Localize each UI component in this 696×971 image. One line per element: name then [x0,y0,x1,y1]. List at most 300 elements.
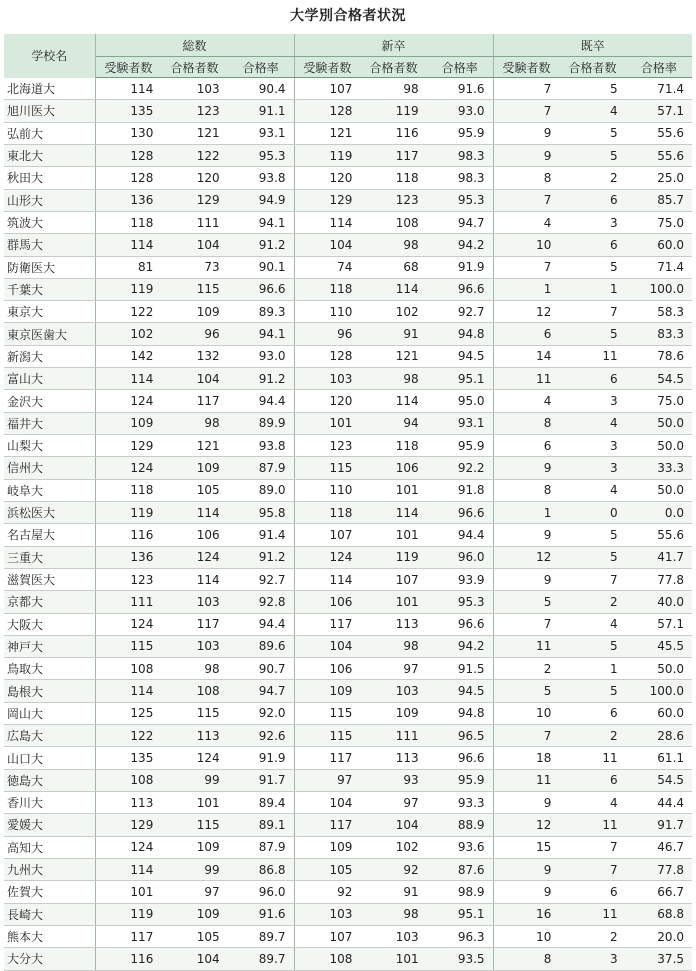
past-pass-rate-cell: 60.0 [626,702,692,724]
school-name-cell: 山口大 [4,747,95,769]
new-examinees-cell: 110 [294,479,360,501]
total-passers-cell: 114 [161,501,227,523]
table-row [4,725,692,747]
total-passers-cell: 115 [161,278,227,300]
new-passers-cell: 104 [360,814,426,836]
new-pass-rate-cell: 94.4 [427,524,493,546]
past-passers-cell: 5 [559,635,625,657]
new-passers-cell: 101 [360,948,426,970]
new-examinees-cell: 106 [294,658,360,680]
new-pass-rate-cell: 95.1 [427,368,493,390]
total-pass-rate-cell: 87.9 [228,836,294,858]
total-passers-cell: 106 [161,524,227,546]
table-row [4,881,692,903]
total-examinees-cell: 124 [95,457,161,479]
school-name-cell: 北海道大 [4,78,95,100]
past-examinees-cell: 10 [493,234,559,256]
past-pass-rate-cell: 45.5 [626,635,692,657]
new-pass-rate-cell: 94.7 [427,211,493,233]
total-pass-rate-cell: 95.3 [228,144,294,166]
new-pass-rate-cell: 94.5 [427,680,493,702]
new-pass-rate-cell: 95.9 [427,435,493,457]
school-name-cell: 防衛医大 [4,256,95,278]
table-row [4,78,692,100]
new-pass-rate-cell: 96.5 [427,725,493,747]
school-name-cell: 九州大 [4,858,95,880]
total-examinees-cell: 116 [95,948,161,970]
past-pass-rate-cell: 37.5 [626,948,692,970]
total-passers-cell: 120 [161,167,227,189]
school-name-cell: 愛媛大 [4,814,95,836]
total-passers-cell: 104 [161,234,227,256]
new-passers-cell: 102 [360,836,426,858]
past-examinees-cell: 11 [493,769,559,791]
new-passers-cell: 123 [360,189,426,211]
new-examinees-cell: 118 [294,278,360,300]
past-pass-rate-cell: 50.0 [626,479,692,501]
new-pass-rate-cell: 91.6 [427,78,493,100]
new-pass-rate-cell: 94.8 [427,702,493,724]
past-pass-rate-cell: 41.7 [626,546,692,568]
total-passers-cell: 96 [161,323,227,345]
past-examinees-cell: 14 [493,345,559,367]
past-pass-rate-cell: 85.7 [626,189,692,211]
school-name-cell: 信州大 [4,457,95,479]
past-passers-cell: 3 [559,948,625,970]
total-passers-cell: 105 [161,925,227,947]
total-examinees-cell: 108 [95,658,161,680]
past-examinees-cell: 9 [493,881,559,903]
new-pass-rate-cell: 94.2 [427,234,493,256]
new-examinees-cell: 124 [294,546,360,568]
total-pass-rate-cell: 92.7 [228,568,294,590]
total-pass-rate-cell: 89.7 [228,925,294,947]
total-examinees-cell: 129 [95,814,161,836]
new-pass-rate-cell: 92.7 [427,301,493,323]
sub-header-examinees: 受験者数 [95,57,161,78]
new-examinees-cell: 117 [294,613,360,635]
new-examinees-cell: 114 [294,211,360,233]
school-name-cell: 熊本大 [4,925,95,947]
total-examinees-cell: 123 [95,568,161,590]
total-passers-cell: 109 [161,836,227,858]
past-examinees-cell: 12 [493,546,559,568]
past-passers-cell: 5 [559,78,625,100]
total-examinees-cell: 135 [95,100,161,122]
past-examinees-cell: 8 [493,412,559,434]
total-passers-cell: 111 [161,211,227,233]
total-passers-cell: 103 [161,635,227,657]
new-passers-cell: 116 [360,122,426,144]
past-pass-rate-cell: 58.3 [626,301,692,323]
new-passers-cell: 117 [360,144,426,166]
school-name-cell: 香川大 [4,792,95,814]
total-examinees-cell: 142 [95,345,161,367]
past-examinees-cell: 9 [493,568,559,590]
new-examinees-cell: 106 [294,591,360,613]
past-passers-cell: 4 [559,100,625,122]
table-row [4,702,692,724]
new-examinees-cell: 128 [294,345,360,367]
header-row-subs [4,57,692,78]
total-pass-rate-cell: 90.1 [228,256,294,278]
new-passers-cell: 114 [360,278,426,300]
total-examinees-cell: 128 [95,144,161,166]
school-name-cell: 富山大 [4,368,95,390]
total-pass-rate-cell: 89.4 [228,792,294,814]
total-examinees-cell: 118 [95,211,161,233]
new-passers-cell: 68 [360,256,426,278]
past-passers-cell: 6 [559,234,625,256]
school-name-cell: 千葉大 [4,278,95,300]
past-examinees-cell: 4 [493,211,559,233]
school-name-cell: 金沢大 [4,390,95,412]
total-pass-rate-cell: 91.6 [228,903,294,925]
table-row [4,680,692,702]
new-examinees-cell: 114 [294,568,360,590]
past-passers-cell: 4 [559,479,625,501]
past-passers-cell: 11 [559,903,625,925]
new-passers-cell: 103 [360,925,426,947]
total-pass-rate-cell: 91.2 [228,368,294,390]
past-pass-rate-cell: 54.5 [626,769,692,791]
past-examinees-cell: 9 [493,524,559,546]
table-row [4,903,692,925]
past-pass-rate-cell: 55.6 [626,524,692,546]
new-passers-cell: 106 [360,457,426,479]
new-passers-cell: 94 [360,412,426,434]
past-passers-cell: 1 [559,278,625,300]
new-examinees-cell: 108 [294,948,360,970]
new-examinees-cell: 107 [294,925,360,947]
past-pass-rate-cell: 66.7 [626,881,692,903]
total-pass-rate-cell: 89.0 [228,479,294,501]
total-examinees-cell: 128 [95,167,161,189]
table-row [4,568,692,590]
new-passers-cell: 102 [360,301,426,323]
new-pass-rate-cell: 98.3 [427,144,493,166]
total-passers-cell: 105 [161,479,227,501]
past-examinees-cell: 7 [493,78,559,100]
total-passers-cell: 121 [161,122,227,144]
sub-header-passers: 合格者数 [360,57,426,78]
total-examinees-cell: 114 [95,234,161,256]
past-passers-cell: 6 [559,769,625,791]
total-examinees-cell: 119 [95,278,161,300]
new-examinees-cell: 117 [294,814,360,836]
total-examinees-cell: 81 [95,256,161,278]
past-passers-cell: 5 [559,680,625,702]
new-pass-rate-cell: 87.6 [427,858,493,880]
past-pass-rate-cell: 77.8 [626,858,692,880]
total-pass-rate-cell: 94.4 [228,613,294,635]
new-pass-rate-cell: 96.3 [427,925,493,947]
past-passers-cell: 7 [559,836,625,858]
total-examinees-cell: 129 [95,435,161,457]
new-pass-rate-cell: 95.0 [427,390,493,412]
table-row [4,792,692,814]
total-pass-rate-cell: 93.8 [228,167,294,189]
new-passers-cell: 98 [360,234,426,256]
past-pass-rate-cell: 100.0 [626,278,692,300]
past-pass-rate-cell: 83.3 [626,323,692,345]
table-row [4,278,692,300]
school-name-cell: 群馬大 [4,234,95,256]
past-examinees-cell: 1 [493,278,559,300]
table-row [4,501,692,523]
past-examinees-cell: 9 [493,144,559,166]
total-pass-rate-cell: 96.6 [228,278,294,300]
school-name-cell: 東京医歯大 [4,323,95,345]
new-examinees-cell: 104 [294,234,360,256]
total-pass-rate-cell: 94.7 [228,680,294,702]
new-pass-rate-cell: 96.6 [427,278,493,300]
new-examinees-cell: 123 [294,435,360,457]
new-examinees-cell: 115 [294,702,360,724]
new-passers-cell: 114 [360,390,426,412]
total-passers-cell: 124 [161,747,227,769]
new-pass-rate-cell: 93.3 [427,792,493,814]
school-name-cell: 旭川医大 [4,100,95,122]
total-pass-rate-cell: 89.3 [228,301,294,323]
total-passers-cell: 113 [161,725,227,747]
past-examinees-cell: 10 [493,702,559,724]
past-passers-cell: 1 [559,658,625,680]
new-examinees-cell: 120 [294,390,360,412]
total-examinees-cell: 122 [95,725,161,747]
school-name-cell: 新潟大 [4,345,95,367]
new-examinees-cell: 129 [294,189,360,211]
total-passers-cell: 115 [161,702,227,724]
new-pass-rate-cell: 98.9 [427,881,493,903]
total-passers-cell: 98 [161,412,227,434]
total-passers-cell: 117 [161,390,227,412]
new-passers-cell: 91 [360,881,426,903]
new-passers-cell: 118 [360,167,426,189]
past-examinees-cell: 7 [493,100,559,122]
new-examinees-cell: 117 [294,747,360,769]
new-examinees-cell: 107 [294,78,360,100]
sub-header-pass-rate: 合格率 [427,57,493,78]
header-row-groups [4,34,692,57]
past-passers-cell: 7 [559,858,625,880]
table-row [4,457,692,479]
total-passers-cell: 109 [161,903,227,925]
total-examinees-cell: 119 [95,501,161,523]
past-passers-cell: 6 [559,702,625,724]
total-pass-rate-cell: 89.7 [228,948,294,970]
total-pass-rate-cell: 94.9 [228,189,294,211]
past-pass-rate-cell: 57.1 [626,613,692,635]
total-pass-rate-cell: 95.8 [228,501,294,523]
past-examinees-cell: 8 [493,479,559,501]
past-passers-cell: 11 [559,747,625,769]
total-examinees-cell: 102 [95,323,161,345]
total-pass-rate-cell: 90.4 [228,78,294,100]
past-passers-cell: 11 [559,345,625,367]
school-name-cell: 滋賀医大 [4,568,95,590]
past-passers-cell: 4 [559,613,625,635]
past-examinees-cell: 15 [493,836,559,858]
total-pass-rate-cell: 92.6 [228,725,294,747]
new-pass-rate-cell: 95.3 [427,189,493,211]
new-pass-rate-cell: 93.0 [427,100,493,122]
past-pass-rate-cell: 25.0 [626,167,692,189]
new-passers-cell: 107 [360,568,426,590]
past-passers-cell: 0 [559,501,625,523]
total-pass-rate-cell: 86.8 [228,858,294,880]
total-examinees-cell: 101 [95,881,161,903]
table-row [4,412,692,434]
new-examinees-cell: 120 [294,167,360,189]
past-examinees-cell: 12 [493,814,559,836]
total-pass-rate-cell: 92.8 [228,591,294,613]
past-pass-rate-cell: 50.0 [626,435,692,457]
past-passers-cell: 2 [559,167,625,189]
total-examinees-cell: 109 [95,412,161,434]
total-pass-rate-cell: 91.4 [228,524,294,546]
past-examinees-cell: 2 [493,658,559,680]
new-passers-cell: 98 [360,368,426,390]
new-passers-cell: 93 [360,769,426,791]
new-passers-cell: 119 [360,100,426,122]
past-pass-rate-cell: 91.7 [626,814,692,836]
past-passers-cell: 6 [559,368,625,390]
past-examinees-cell: 5 [493,680,559,702]
total-examinees-cell: 130 [95,122,161,144]
table-row [4,122,692,144]
school-name-cell: 東京大 [4,301,95,323]
new-passers-cell: 97 [360,658,426,680]
past-examinees-cell: 11 [493,635,559,657]
past-pass-rate-cell: 100.0 [626,680,692,702]
total-passers-cell: 101 [161,792,227,814]
past-passers-cell: 3 [559,211,625,233]
past-examinees-cell: 7 [493,189,559,211]
table-row [4,479,692,501]
total-passers-cell: 123 [161,100,227,122]
total-passers-cell: 97 [161,881,227,903]
table-row [4,189,692,211]
new-pass-rate-cell: 95.3 [427,591,493,613]
total-examinees-cell: 108 [95,769,161,791]
new-examinees-cell: 97 [294,769,360,791]
new-passers-cell: 92 [360,858,426,880]
new-pass-rate-cell: 96.6 [427,613,493,635]
new-pass-rate-cell: 93.9 [427,568,493,590]
past-pass-rate-cell: 77.8 [626,568,692,590]
past-pass-rate-cell: 57.1 [626,100,692,122]
past-pass-rate-cell: 75.0 [626,390,692,412]
past-pass-rate-cell: 61.1 [626,747,692,769]
table-row [4,234,692,256]
past-passers-cell: 11 [559,814,625,836]
past-passers-cell: 2 [559,925,625,947]
total-passers-cell: 109 [161,457,227,479]
new-examinees-cell: 109 [294,680,360,702]
new-examinees-cell: 104 [294,635,360,657]
past-pass-rate-cell: 71.4 [626,256,692,278]
new-passers-cell: 108 [360,211,426,233]
school-name-cell: 大阪大 [4,613,95,635]
past-pass-rate-cell: 60.0 [626,234,692,256]
table-row [4,858,692,880]
table-row [4,301,692,323]
total-examinees-cell: 135 [95,747,161,769]
total-passers-cell: 103 [161,591,227,613]
table-row [4,390,692,412]
past-pass-rate-cell: 50.0 [626,412,692,434]
past-passers-cell: 2 [559,725,625,747]
total-examinees-cell: 136 [95,546,161,568]
total-passers-cell: 104 [161,948,227,970]
past-pass-rate-cell: 55.6 [626,122,692,144]
school-name-cell: 島根大 [4,680,95,702]
new-examinees-cell: 96 [294,323,360,345]
past-pass-rate-cell: 20.0 [626,925,692,947]
total-passers-cell: 103 [161,78,227,100]
past-passers-cell: 5 [559,256,625,278]
table-row [4,613,692,635]
new-pass-rate-cell: 93.6 [427,836,493,858]
total-passers-cell: 99 [161,858,227,880]
new-pass-rate-cell: 94.8 [427,323,493,345]
new-passers-cell: 101 [360,524,426,546]
past-examinees-cell: 16 [493,903,559,925]
new-pass-rate-cell: 96.6 [427,747,493,769]
group-header-total: 総数 [95,34,294,57]
sub-header-pass-rate: 合格率 [626,57,692,78]
past-pass-rate-cell: 54.5 [626,368,692,390]
past-pass-rate-cell: 68.8 [626,903,692,925]
school-name-cell: 山梨大 [4,435,95,457]
total-pass-rate-cell: 89.9 [228,412,294,434]
school-column-header: 学校名 [4,34,95,78]
total-passers-cell: 124 [161,546,227,568]
new-pass-rate-cell: 91.5 [427,658,493,680]
past-pass-rate-cell: 78.6 [626,345,692,367]
table-row [4,769,692,791]
school-name-cell: 神戸大 [4,635,95,657]
new-examinees-cell: 103 [294,368,360,390]
past-passers-cell: 5 [559,122,625,144]
past-examinees-cell: 7 [493,725,559,747]
school-name-cell: 佐賀大 [4,881,95,903]
past-examinees-cell: 6 [493,435,559,457]
total-pass-rate-cell: 94.1 [228,211,294,233]
total-examinees-cell: 114 [95,78,161,100]
school-name-cell: 広島大 [4,725,95,747]
table-body [4,78,692,971]
school-name-cell: 東北大 [4,144,95,166]
new-examinees-cell: 119 [294,144,360,166]
table-row [4,345,692,367]
past-examinees-cell: 6 [493,323,559,345]
past-pass-rate-cell: 71.4 [626,78,692,100]
new-passers-cell: 119 [360,546,426,568]
total-examinees-cell: 118 [95,479,161,501]
total-pass-rate-cell: 91.2 [228,546,294,568]
new-examinees-cell: 104 [294,792,360,814]
new-pass-rate-cell: 94.2 [427,635,493,657]
school-name-cell: 筑波大 [4,211,95,233]
table-row [4,368,692,390]
past-passers-cell: 5 [559,546,625,568]
table-row [4,948,692,970]
new-pass-rate-cell: 93.1 [427,412,493,434]
total-pass-rate-cell: 94.1 [228,323,294,345]
school-name-cell: 京都大 [4,591,95,613]
